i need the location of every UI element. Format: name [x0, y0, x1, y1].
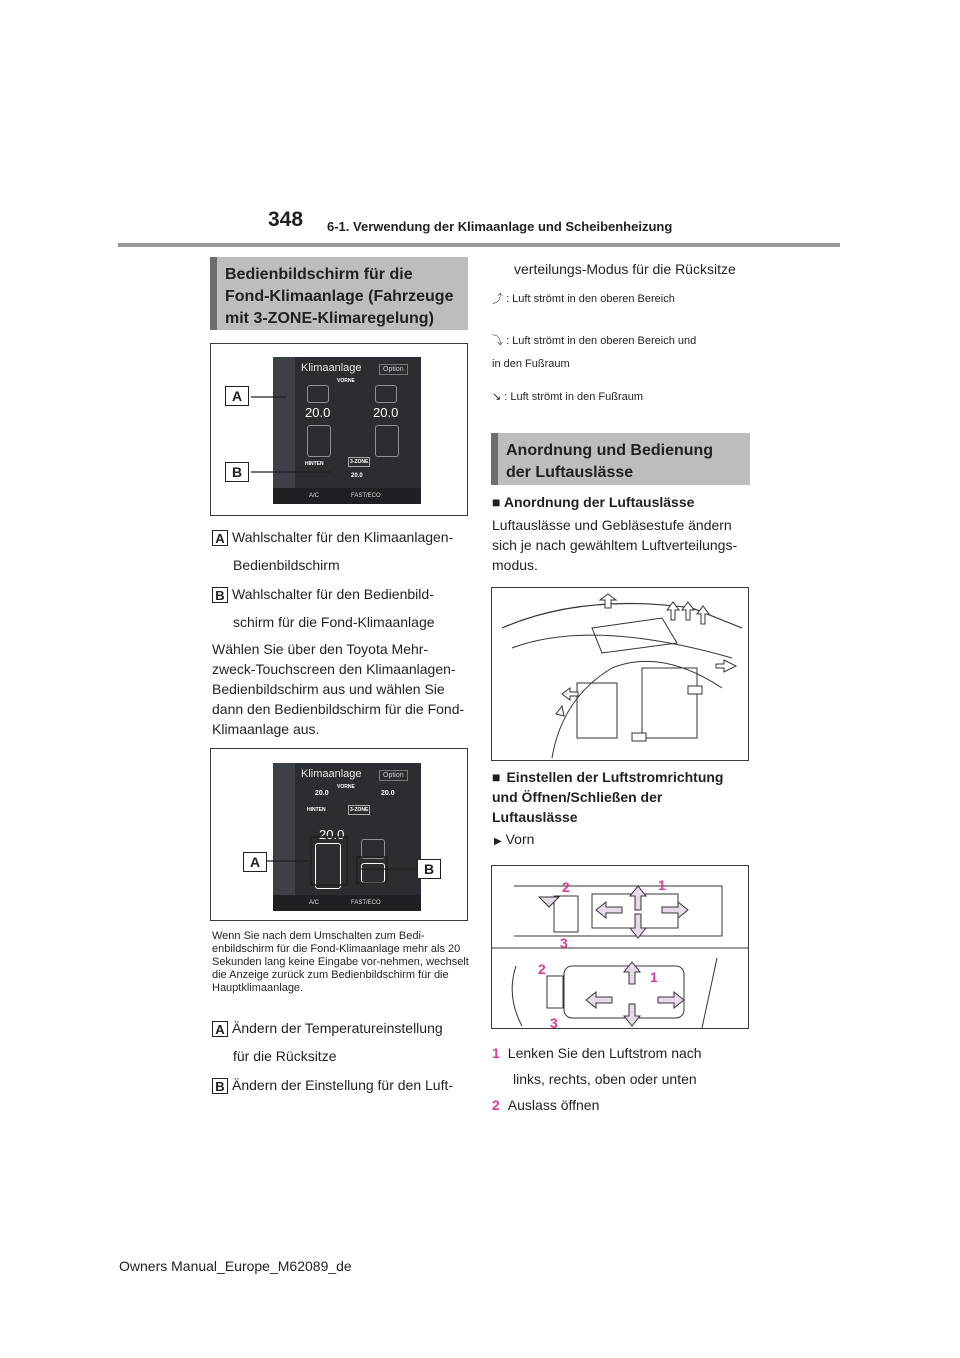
callout-b: B [417, 859, 441, 879]
timeout-note: Wenn Sie nach dem Umschalten zum Bedi-enbildschirm für die Fond-Klimaanlage mehr als 20 Sekunden lang keine Eingabe vor-nehmen, wechselt die Anzeige zurück zum Bedienbildschirm für die Hauptklimaanlage. [212, 930, 469, 994]
temp-left: 20.0 [305, 405, 331, 420]
vent-label-2-top: 2 [562, 879, 570, 895]
front-label: VORNE [337, 784, 355, 790]
callout-lines [211, 749, 469, 922]
section-heading-text: Anordnung und Bedienung der Luftauslässe [506, 442, 714, 481]
legend-item-a [212, 527, 472, 547]
callout-lines [211, 344, 469, 517]
step-1 [492, 1043, 750, 1063]
section-heading-text: Bedienbildschirm für die Fond-Klimaanlage (Fahrzeuge mit 3-ZONE-Klimaregelung) [225, 266, 454, 327]
header-rule [118, 243, 840, 247]
airflow-foot-icon: ↘ [492, 391, 502, 403]
fast-eco-button: FAST/ECO [351, 900, 381, 906]
zone-button: 3-ZONE [350, 807, 369, 813]
airflow-upper-foot-icon: ⤵ [492, 335, 503, 347]
section-heading-rear-climate [210, 257, 468, 330]
legend-a-line2: für die Rücksitze [233, 1048, 337, 1064]
screen-title: Klimaanlage [301, 362, 362, 374]
step-1-line1: Lenken Sie den Luftstrom nach [507, 1045, 702, 1061]
mode-upper-foot-continued: in den Fußraum [492, 358, 570, 370]
legend-a-line1: Wahlschalter für den Klimaanlagen- [232, 529, 454, 545]
intro-paragraph: Wählen Sie über den Toyota Mehr-zweck-Touchscreen den Klimaanlagen-Bedienbildschirm aus und wählen Sie dann den Bedienbildschirm für die Fond-Klimaanlage aus. [212, 641, 465, 737]
vent-label-3-top: 3 [560, 935, 568, 951]
callout-a: A [243, 852, 267, 872]
figure-screen-2 [210, 748, 468, 921]
legend-a-line2: Bedienbildschirm [233, 557, 340, 573]
figure-cabin-vents [491, 587, 749, 761]
legend-b-line1: Wahlschalter für den Bedienbild- [232, 586, 434, 602]
continued-text: verteilungs-Modus für die Rücksitze [514, 261, 736, 277]
vent-detail-illustration [492, 866, 748, 1028]
legend-list-2 [212, 1018, 472, 1095]
airflow-upper-icon: ⤴ [492, 293, 503, 305]
rear-temp: 20.0 [351, 473, 363, 479]
option-button: Option [379, 770, 408, 781]
temp-right: 20.0 [373, 405, 399, 420]
layout-paragraph: Luftauslässe und Gebläsestufe ändern sich je nach gewähltem Luftverteilungs-modus. [492, 517, 738, 573]
step-2 [492, 1095, 750, 1115]
triangle-bullet-icon: ▶ [494, 836, 502, 847]
rear-temp-main: 20.0 [319, 827, 345, 842]
rear-label: HINTEN [305, 461, 324, 467]
mode-upper-text: : Luft strömt in den oberen Bereich [506, 293, 675, 305]
chapter-title: 6-1. Verwendung der Klimaanlage und Scheibenheizung [327, 219, 673, 234]
vent-label-3-bottom: 3 [550, 1015, 558, 1028]
legend-list-1 [212, 527, 472, 632]
screen-title: Klimaanlage [301, 768, 362, 780]
subheading-direction-text: Einstellen der Luftstromrichtung und Öffnen/Schließen der Luftauslässe [492, 769, 724, 825]
mode-foot-text: : Luft strömt in den Fußraum [504, 391, 644, 403]
page-number: 348 [268, 208, 304, 231]
callout-a: A [225, 386, 249, 406]
legend-b-line1: Ändern der Einstellung für den Luft- [232, 1077, 454, 1093]
step-1-line2: links, rechts, oben oder unten [513, 1071, 697, 1087]
step-2-line1: Auslass öffnen [507, 1097, 600, 1113]
fast-eco-button: FAST/ECO [351, 493, 381, 499]
step-2-number: 2 [492, 1097, 500, 1113]
legend-item-b [212, 1075, 472, 1095]
callout-b: B [225, 462, 249, 482]
option-button: Option [379, 364, 408, 375]
legend-item-a [212, 1018, 472, 1038]
legend-item-b [212, 584, 472, 604]
mode-item-upper-foot [492, 332, 696, 348]
legend-b-line2: schirm für die Fond-Klimaanlage [233, 614, 435, 630]
bullet-front-text: Vorn [505, 831, 535, 847]
subheading-layout-text: Anordnung der Luftauslässe [503, 494, 695, 510]
vent-label-1-top: 1 [658, 877, 666, 893]
figure-vent-detail [491, 865, 749, 1029]
tag-a: A [212, 1021, 228, 1037]
figure-screen-1 [210, 343, 468, 516]
ac-button: A/C [309, 493, 320, 499]
mode-item-upper [492, 290, 675, 306]
subheading-layout: ■ Anordnung der Luftauslässe [492, 494, 695, 510]
legend-a-line1: Ändern der Temperatureinstellung [232, 1020, 443, 1036]
temp-left: 20.0 [315, 790, 329, 797]
rear-label: HINTEN [307, 807, 326, 813]
footer-text: Owners Manual_Europe_M62089_de [119, 1258, 352, 1274]
vent-label-1-bottom: 1 [650, 969, 658, 985]
mode-upper-foot-text: : Luft strömt in den oberen Bereich und [506, 335, 697, 347]
front-label: VORNE [337, 378, 355, 384]
step-1-number: 1 [492, 1045, 500, 1061]
cabin-vent-illustration [492, 588, 748, 760]
temp-right: 20.0 [381, 790, 395, 797]
ac-button: A/C [309, 900, 320, 906]
bullet-front [494, 829, 534, 852]
tag-b: B [212, 587, 228, 603]
mode-item-foot [492, 390, 643, 403]
tag-b: B [212, 1078, 228, 1094]
zone-button: 3-ZONE [350, 459, 369, 465]
steps-list [492, 1043, 750, 1115]
vent-label-2-bottom: 2 [538, 961, 546, 977]
section-heading-vents [491, 433, 750, 485]
tag-a: A [212, 530, 228, 546]
subheading-direction: ■ Einstellen der Luftstromrichtung und Öffnen/Schließen der Luftauslässe [492, 769, 724, 825]
